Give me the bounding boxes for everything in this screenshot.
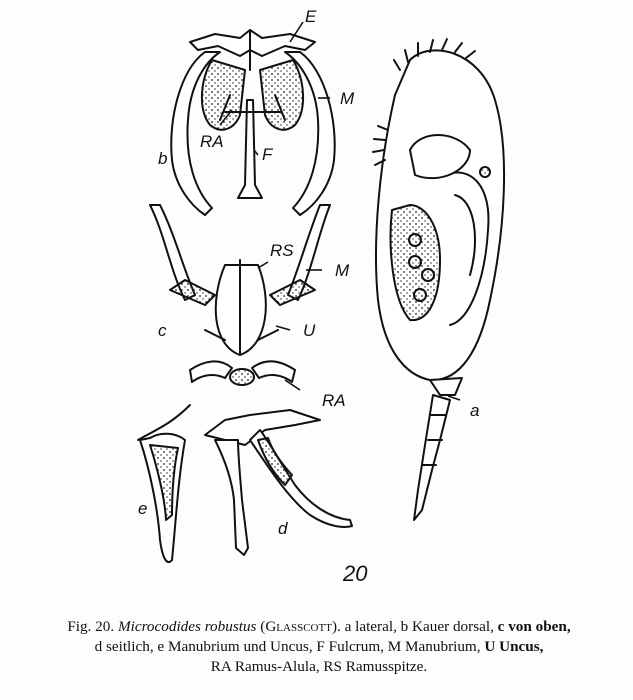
drawing-a-lateral-body [373, 39, 504, 520]
label-ra-ramus-alula-b: RA [200, 132, 224, 151]
caption-author-open: ( [260, 618, 266, 635]
label-subfigure-b: b [158, 149, 168, 168]
label-subfigure-c: c [158, 321, 167, 340]
drawing-e-manubrium-uncus [138, 405, 190, 562]
drawing-c-trophi-top [150, 205, 330, 385]
label-subfigure-d: d [278, 519, 288, 538]
caption-prefix: Fig. 20. [67, 618, 115, 635]
label-f-fulcrum: F [262, 145, 273, 164]
label-subfigure-e: e [138, 499, 148, 518]
caption-line2-bold: U Uncus, [484, 638, 544, 655]
figure-caption [14, 617, 624, 677]
caption-line1-rest: a lateral, b Kauer dorsal, [344, 618, 494, 635]
label-e-uncus: E [305, 7, 317, 26]
figure-number: 20 [343, 561, 368, 586]
caption-line2: d seitlich, e Manubrium und Uncus, F Fulcrum, M Manubrium, [94, 638, 481, 655]
caption-species: Microcodides robustus [117, 618, 257, 635]
caption-line3: RA Ramus-Alula, RS Ramusspitze. [210, 658, 428, 675]
caption-author: Glasscott [265, 618, 332, 635]
label-m-manubrium-b: M [340, 89, 355, 108]
caption-author-close: ). [331, 618, 341, 635]
label-u-uncus: U [303, 321, 316, 340]
drawing-b-trophi-dorsal [171, 30, 334, 215]
label-ra-ramus-alula-c: RA [322, 391, 346, 410]
label-subfigure-a: a [470, 401, 480, 420]
label-m-manubrium-c: M [335, 261, 350, 280]
label-rs-ramusspitze: RS [270, 241, 294, 260]
caption-line1-bold: c von oben, [497, 618, 571, 635]
